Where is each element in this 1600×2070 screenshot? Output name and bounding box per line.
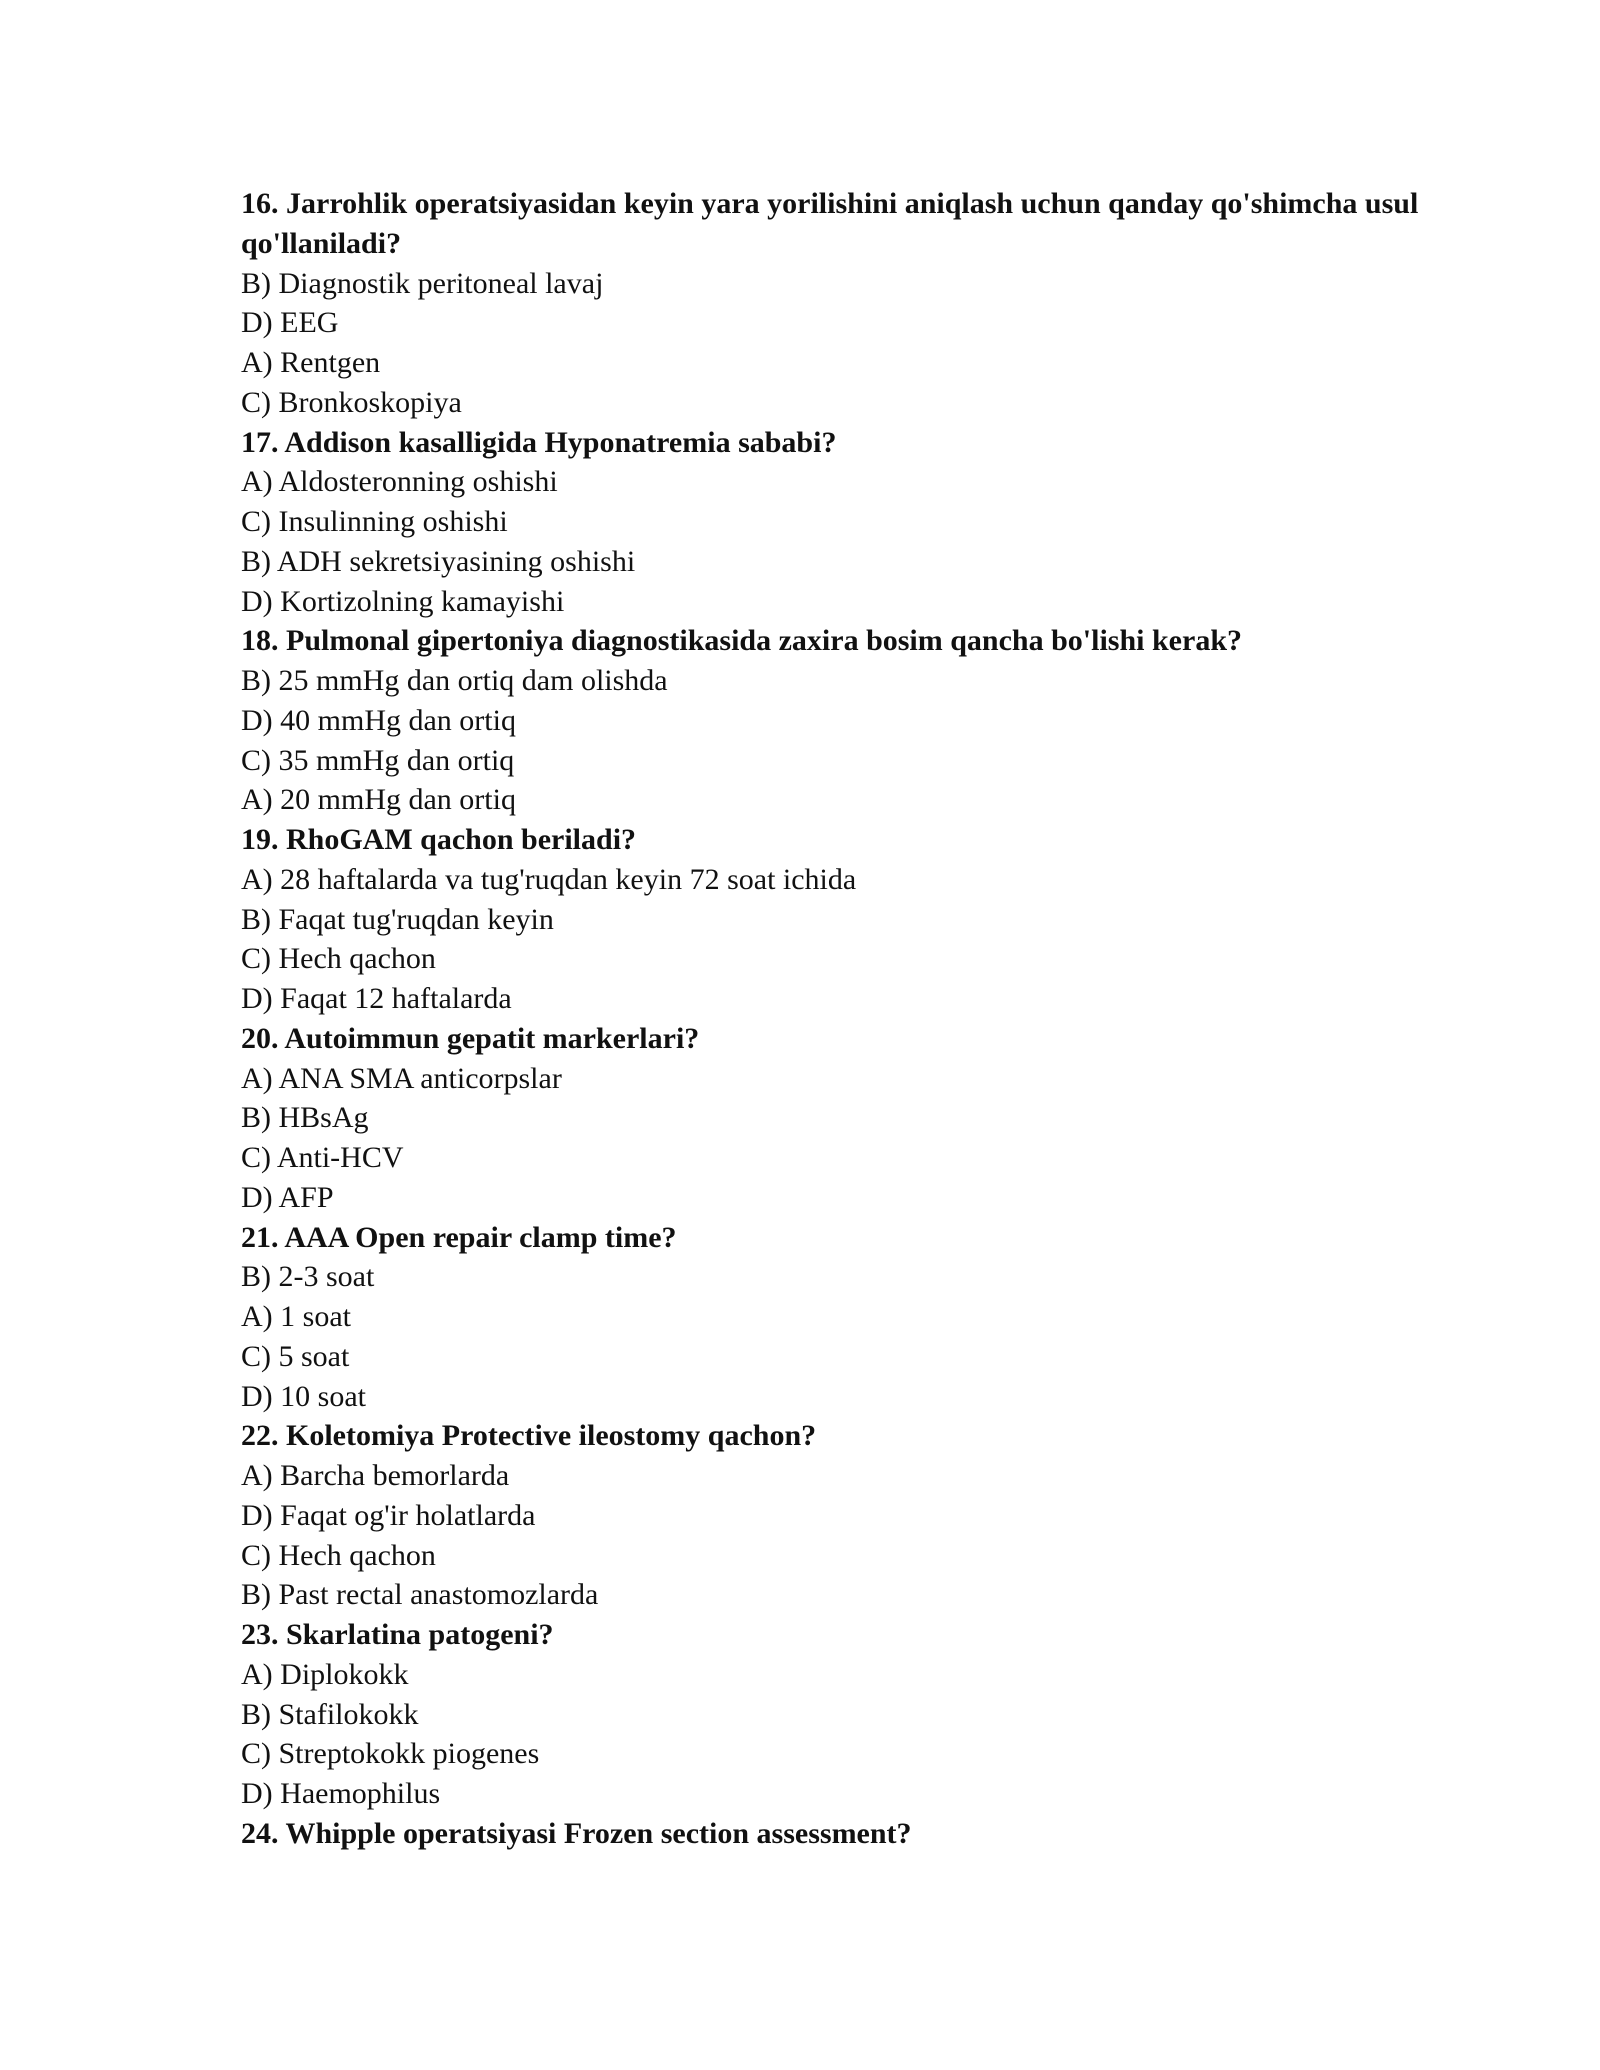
question-block-24	[241, 1814, 1441, 1854]
answer-option: A) 20 mmHg dan ortiq	[241, 783, 516, 817]
question-text: 18. Pulmonal gipertoniya diagnostikasida zaxira bosim qancha bo'lishi kerak?	[241, 624, 1243, 658]
answer-option: C) 5 soat	[241, 1339, 350, 1373]
question-block-17	[241, 423, 1441, 622]
answer-option: B) Faqat tug'ruqdan keyin	[241, 902, 554, 936]
answer-option: C) Streptokokk piogenes	[241, 1737, 540, 1771]
question-text: 20. Autoimmun gepatit markerlari?	[241, 1021, 700, 1055]
answer-option: B) ADH sekretsiyasining oshishi	[241, 544, 636, 578]
answer-option: B) Stafilokokk	[241, 1697, 419, 1731]
answer-option: C) 35 mmHg dan ortiq	[241, 743, 515, 777]
answer-option: D) Kortizolning kamayishi	[241, 584, 565, 618]
answer-option: B) Diagnostik peritoneal lavaj	[241, 266, 604, 300]
question-block-23	[241, 1615, 1441, 1814]
answer-option: A) 28 haftalarda va tug'ruqdan keyin 72 soat ichida	[241, 862, 857, 896]
question-text: 22. Koletomiya Protective ileostomy qachon?	[241, 1419, 817, 1453]
question-text: 19. RhoGAM qachon beriladi?	[241, 823, 637, 856]
answer-option: B) 25 mmHg dan ortiq dam olishda	[241, 664, 668, 697]
question-text: 21. AAA Open repair clamp time?	[241, 1220, 677, 1254]
answer-option: C) Hech qachon	[241, 1538, 436, 1572]
question-list	[241, 184, 1441, 1854]
answer-option: D) 40 mmHg dan ortiq	[241, 703, 516, 737]
answer-option: A) Rentgen	[241, 346, 381, 379]
answer-option: D) Haemophilus	[241, 1777, 441, 1810]
answer-option: C) Bronkoskopiya	[241, 385, 462, 419]
question-text: 24. Whipple operatsiyasi Frozen section assessment?	[241, 1816, 912, 1850]
question-block-21	[241, 1218, 1441, 1417]
answer-option: B) HBsAg	[241, 1101, 369, 1135]
answer-option: D) Faqat 12 haftalarda	[241, 982, 512, 1015]
question-block-20	[241, 1019, 1441, 1218]
question-text: 23. Skarlatina patogeni?	[241, 1618, 554, 1651]
answer-option: B) Past rectal anastomozlarda	[241, 1578, 599, 1612]
answer-option: B) 2-3 soat	[241, 1260, 375, 1294]
answer-option: C) Insulinning oshishi	[241, 505, 508, 538]
answer-option: D) Faqat og'ir holatlarda	[241, 1498, 536, 1532]
question-text: 17. Addison kasalligida Hyponatremia sababi?	[241, 425, 837, 459]
answer-option: C) Hech qachon	[241, 942, 436, 976]
answer-option: D) AFP	[241, 1180, 334, 1214]
answer-option: C) Anti-HCV	[241, 1141, 404, 1174]
answer-option: A) Aldosteronning oshishi	[241, 465, 558, 499]
answer-option: A) Diplokokk	[241, 1657, 409, 1691]
question-block-19	[241, 820, 1441, 1019]
answer-option: A) 1 soat	[241, 1300, 351, 1333]
answer-option: A) ANA SMA anticorpslar	[241, 1061, 562, 1095]
question-text: 16. Jarrohlik operatsiyasidan keyin yara yorilishini aniqlash uchun qanday qo'shimcha usul qo'llaniladi?	[241, 187, 1419, 260]
question-block-18	[241, 621, 1441, 820]
question-block-16	[241, 184, 1441, 423]
answer-option: A) Barcha bemorlarda	[241, 1459, 510, 1492]
answer-option: D) 10 soat	[241, 1379, 366, 1413]
answer-option: D) EEG	[241, 306, 339, 340]
question-block-22	[241, 1416, 1441, 1615]
